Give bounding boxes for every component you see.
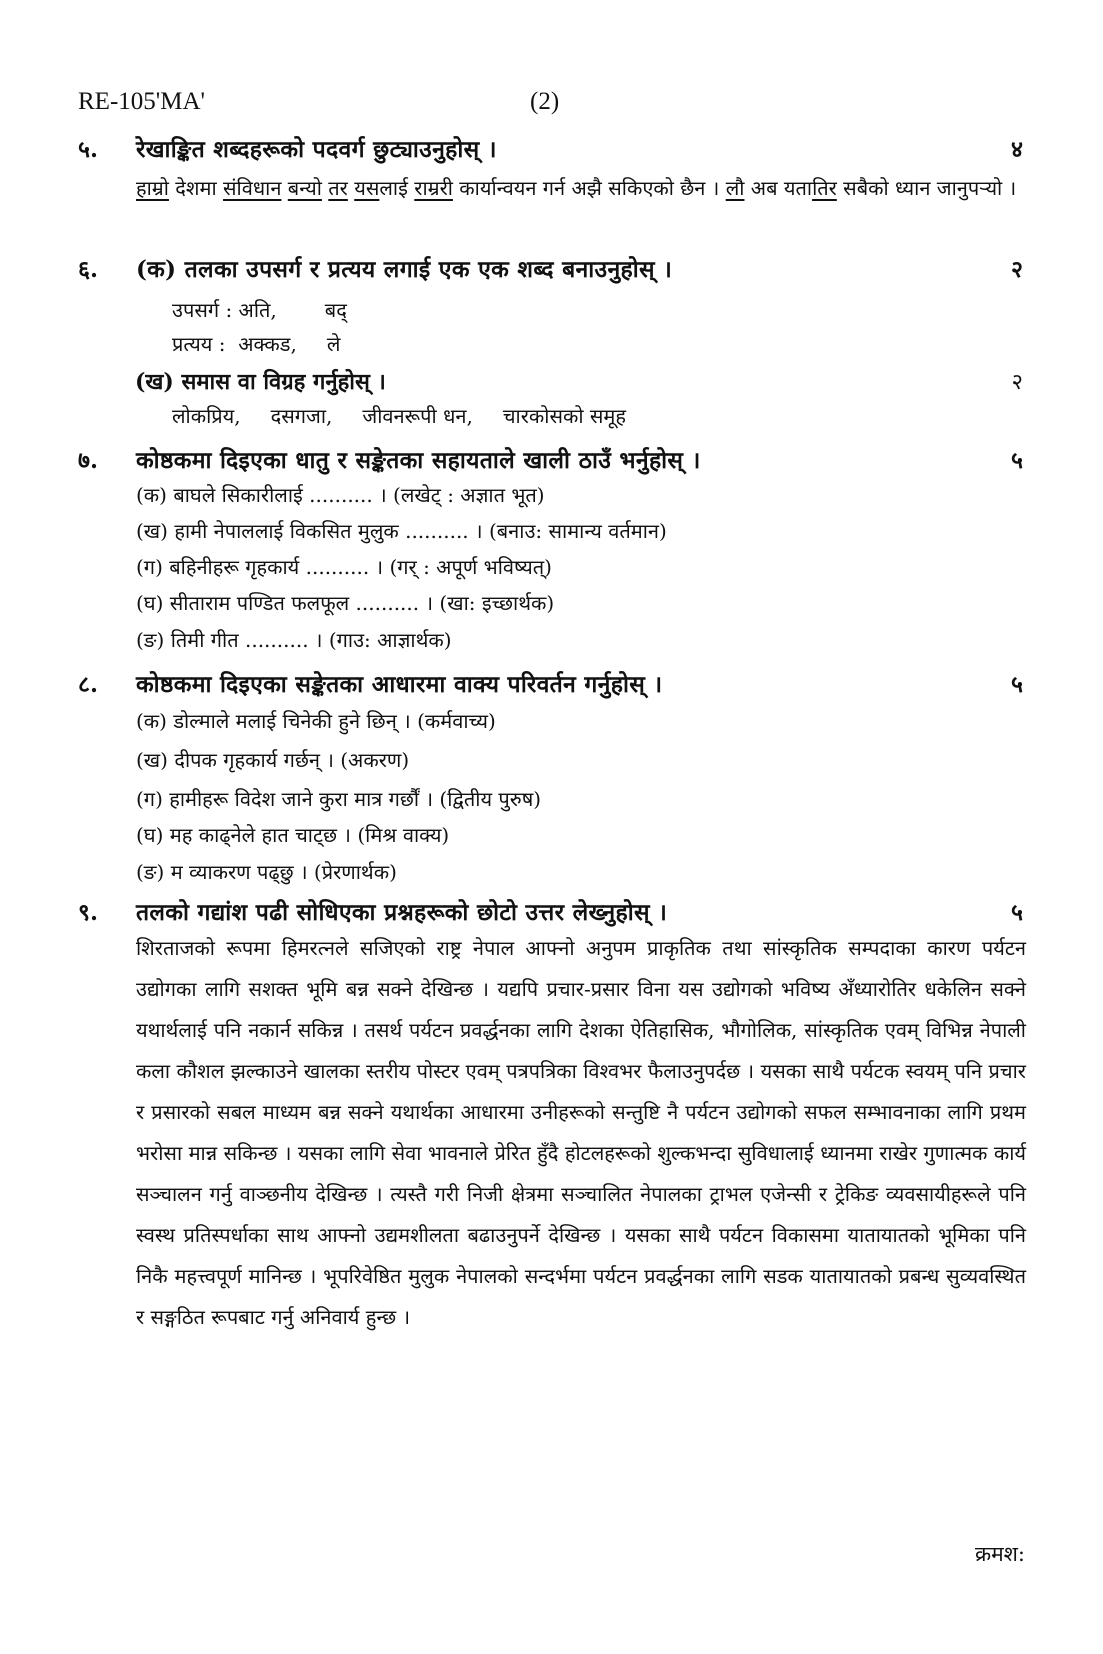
list-item: (क) बाघले सिकारीलाई .......... । (लखेट् : अज्ञात भूत) bbox=[136, 483, 545, 507]
question-marks: ५ bbox=[1011, 447, 1023, 474]
list-item: (ख) दीपक गृहकार्य गर्छन् । (अकरण) bbox=[136, 748, 410, 772]
underlined-word: राम्ररी bbox=[414, 176, 453, 200]
question-number: ७. bbox=[78, 447, 98, 474]
upasarga-line bbox=[172, 296, 347, 323]
text-run: सबैको ध्यान जानुपर्‍यो । bbox=[836, 176, 1017, 200]
question-marks: २ bbox=[1011, 256, 1023, 283]
sub-question-title: (ख) समास वा विग्रह गर्नुहोस् । bbox=[135, 369, 386, 395]
question-5-heading bbox=[78, 132, 1023, 172]
pratyaya-item: अक्कड, bbox=[238, 332, 297, 356]
question-6-heading bbox=[78, 252, 1023, 292]
samas-item: दसगजा, bbox=[270, 404, 333, 428]
text-run: देशमा bbox=[168, 176, 224, 200]
question-number: ५. bbox=[78, 136, 98, 163]
question-marks: ५ bbox=[1011, 899, 1023, 926]
continued-label: क्रमश: bbox=[974, 1542, 1025, 1566]
question-5-text bbox=[136, 168, 1026, 209]
question-title: कोष्ठकमा दिइएका सङ्केतका आधारमा वाक्य परिवर्तन गर्नुहोस् । bbox=[136, 671, 663, 698]
samas-item: चारकोसको समूह bbox=[502, 404, 626, 428]
sub-question-marks: २ bbox=[1011, 370, 1023, 395]
list-item: (ख) हामी नेपाललाई विकसित मुलुक .......... । (बनाउ: सामान्य वर्तमान) bbox=[136, 519, 667, 543]
question-number: ८. bbox=[78, 671, 98, 698]
question-title: तलको गद्यांश पढी सोधिएका प्रश्नहरूको छोटो उत्तर लेख्नुहोस् । bbox=[136, 899, 668, 926]
text-run: लाई bbox=[379, 176, 415, 200]
comprehension-passage: शिरताजको रूपमा हिमरत्नले सजिएको राष्ट्र नेपाल आफ्नो अनुपम प्राकृतिक तथा सांस्कृतिक सम्पदाका कारण पर्यटन उद्योगका लागि सशक्त भूमि बन्न सक्ने देखिन्छ । यद्यपि प्रचार-प्रसार विना यस उद्योगको भविष्य अँध्यारोतिर धकेलिन सक्ने यथार्थलाई पनि नकार्न सकिन्न । तसर्थ पर्यटन प्रवर्द्धनका लागि देशका ऐतिहासिक, भौगोलिक, सांस्कृतिक एवम् विभिन्न नेपाली कला कौशल झल्काउने खालका स्तरीय पोस्टर एवम् पत्रपत्रिका विश्वभर फैलाउनुपर्दछ । यसका साथै पर्यटक स्वयम् पनि प्रचार र प्रसारको सबल माध्यम बन्न सक्ने यथार्थका आधारमा उनीहरूको सन्तुष्टि नै पर्यटन उद्योगको सफल सम्भावनाका लागि प्रथम भरोसा मान्न सकिन्छ । यसका लागि सेवा भावनाले प्रेरित हुँदै होटलहरूको शुल्कभन्दा सुविधालाई ध्यानमा राखेर गुणात्मक कार्य सञ्चालन गर्नु वाञ्छनीय देखिन्छ । त्यस्तै गरी निजी क्षेत्रमा सञ्चालित नेपालका ट्राभल एजेन्सी र ट्रेकिङ व्यवसायीहरूले पनि स्वस्थ प्रतिस्पर्धाका साथ आफ्नो उद्यमशीलता बढाउनुपर्ने देखिन्छ । यसका साथै पर्यटन विकासमा यातायातको भूमिका पनि निकै महत्त्वपूर्ण मानिन्छ । भूपरिवेष्ठित मुलुक नेपालको सन्दर्भमा पर्यटन प्रवर्द्धनका लागि सडक यातायातको प्रबन्ध सुव्यवस्थित र सङ्गठित रूपबाट गर्नु अनिवार्य हुन्छ । bbox=[136, 936, 1026, 1329]
upasarga-label: उपसर्ग : अति, bbox=[172, 298, 277, 322]
question-7-heading bbox=[78, 443, 1023, 483]
question-number: ६. bbox=[78, 256, 98, 283]
question-marks: ५ bbox=[1011, 671, 1023, 698]
text-run: अब यता bbox=[744, 176, 813, 200]
list-item: (घ) मह काढ्नेले हात चाट्छ । (मिश्र वाक्य) bbox=[136, 823, 450, 847]
samas-item: लोकप्रिय, bbox=[172, 404, 241, 428]
underlined-word: बन्यो bbox=[287, 176, 322, 200]
samas-item: जीवनरूपी धन, bbox=[362, 404, 473, 428]
pratyaya-line bbox=[172, 330, 340, 357]
paper-code: RE-105'MA' bbox=[78, 88, 206, 115]
text-run: कार्यान्वयन गर्न अझै सकिएको छैन । bbox=[452, 176, 726, 200]
question-marks: ४ bbox=[1011, 136, 1023, 163]
samas-items bbox=[172, 402, 626, 429]
underlined-word: लौ bbox=[725, 176, 745, 200]
question-title: (क) तलका उपसर्ग र प्रत्यय लगाई एक एक शब्द बनाउनुहोस् । bbox=[136, 256, 673, 283]
underlined-word: संविधान bbox=[223, 176, 282, 200]
underlined-word: हाम्रो bbox=[136, 176, 169, 200]
question-title: कोष्ठकमा दिइएका धातु र सङ्केतका सहायताले खाली ठाउँ भर्नुहोस् । bbox=[136, 447, 701, 474]
page-number: (2) bbox=[530, 88, 560, 115]
underlined-word: यस bbox=[354, 176, 380, 200]
question-8-heading bbox=[78, 667, 1023, 707]
underlined-word: तिर bbox=[812, 176, 837, 200]
list-item: (क) डोल्माले मलाई चिनेकी हुने छिन् । (कर्मवाच्य) bbox=[136, 709, 496, 733]
list-item: (ङ) म व्याकरण पढ्छु । (प्रेरणार्थक) bbox=[136, 860, 397, 884]
underlined-word: तर bbox=[328, 176, 348, 200]
upasarga-item: बद् bbox=[324, 298, 347, 322]
question-number: ९. bbox=[78, 899, 98, 926]
pratyaya-label: प्रत्यय : bbox=[172, 332, 226, 356]
list-item: (घ) सीताराम पण्डित फलफूल .......... । (खा: इच्छार्थक) bbox=[136, 591, 555, 615]
list-item: (ङ) तिमी गीत .......... । (गाउ: आज्ञार्थक) bbox=[136, 628, 452, 652]
pratyaya-item: ले bbox=[326, 332, 341, 356]
question-6-kha-heading bbox=[135, 366, 1023, 402]
question-title: रेखाङ्कित शब्दहरूको पदवर्ग छुट्याउनुहोस् । bbox=[136, 136, 497, 163]
list-item: (ग) बहिनीहरू गृहकार्य .......... । (गर् : अपूर्ण भविष्यत्) bbox=[136, 555, 552, 579]
list-item: (ग) हामीहरू विदेश जाने कुरा मात्र गर्छौं । (द्वितीय पुरुष) bbox=[136, 787, 542, 811]
